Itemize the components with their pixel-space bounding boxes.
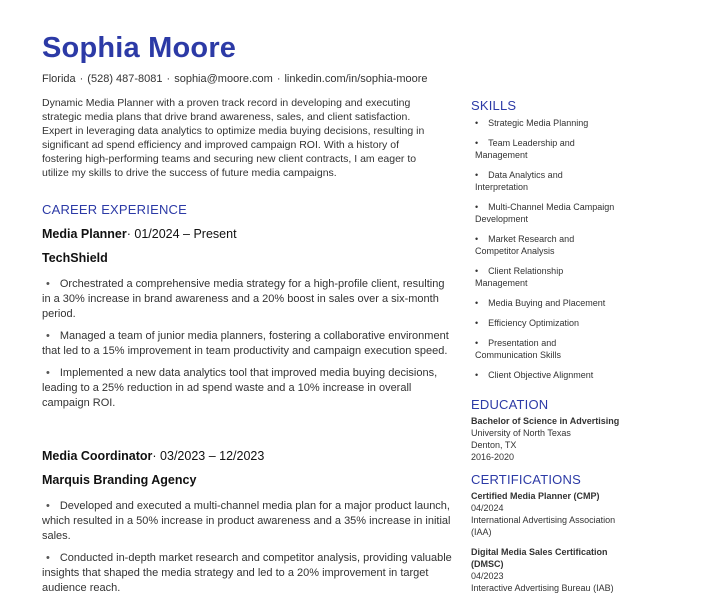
contact-separator: · [79,73,84,85]
skill-item: • Media Buying and Placement [471,297,615,309]
career-experience-heading: CAREER EXPERIENCE [42,202,187,217]
certification-issuer: International Advertising Association (IAA) [471,515,616,537]
skills-list [471,117,671,381]
job-bullets [42,277,452,411]
job-bullet: • Implemented a new data analytics tool that improved media buying decisions, leading to a 25% reduction in ad spend waste and a 10% increase in overall campaign ROI. [42,366,452,411]
job-bullet: • Conducted in-depth market research and competitor analysis, providing valuable insights that shaped the media strategy and led to a 20% improvement in target audience reach. [42,551,452,596]
education-section [471,397,671,463]
certification-name: Digital Media Sales Certification (DMSC) [471,547,608,569]
education-heading: EDUCATION [471,397,549,412]
certification-date: 04/2023 [471,571,504,581]
education-school: University of North Texas [471,428,571,438]
contact-separator: · [276,73,281,85]
skill-item: • Efficiency Optimization [471,317,615,329]
skills-heading: SKILLS [471,98,517,113]
job-bullet: • Orchestrated a comprehensive media strategy for a high-profile client, resulting in a 30% increase in brand awareness and a 20% boost in sales over a six-month period. [42,277,452,322]
skill-item: • Team Leadership and Management [471,137,615,161]
education-location: Denton, TX [471,440,517,450]
job-entry [42,227,452,418]
skill-item: • Market Research and Competitor Analysis [471,233,615,257]
certifications-heading: CERTIFICATIONS [471,472,581,487]
education-degree: Bachelor of Science in Advertising [471,416,620,426]
education-entry [471,415,671,463]
contact-email[interactable]: sophia@moore.com [174,73,273,85]
certification-entry [471,546,631,594]
job-company: TechShield [42,251,108,265]
skills-section [471,98,671,389]
contact-linkedin[interactable]: linkedin.com/in/sophia-moore [284,73,428,85]
contact-location: Florida [42,73,76,85]
certifications-section [471,472,671,594]
skill-item: • Data Analytics and Interpretation [471,169,615,193]
job-dates: · 01/2024 – Present [126,227,237,241]
skill-item: • Strategic Media Planning [471,117,615,129]
certification-issuer: Interactive Advertising Bureau (IAB) [471,583,614,593]
job-role: Media Planner [42,227,127,241]
skill-item: • Client Objective Alignment [471,369,615,381]
certification-entry [471,490,631,538]
contact-line [42,73,428,85]
profile-summary: Dynamic Media Planner with a proven track record in developing and executing strategic media plans that drive brand awareness, sales, and client satisfaction. Expert in leveraging data analytics to optimize media buying decisions, resulting in significant ad spend efficiency and improved campaign ROI. With a history of fostering high-performing teams and securing new client contracts, I am eager to utilize my skills to drive the success of future media campaigns. [42,97,425,179]
job-company: Marquis Branding Agency [42,473,197,487]
job-dates: · 03/2023 – 12/2023 [152,449,265,463]
skill-item: • Presentation and Communication Skills [471,337,615,361]
education-dates: 2016-2020 [471,452,515,462]
contact-separator: · [166,73,171,85]
job-role: Media Coordinator [42,449,153,463]
skill-item: • Client Relationship Management [471,265,615,289]
job-title-line [42,227,452,241]
certification-date: 04/2024 [471,503,504,513]
job-entry [42,449,452,603]
job-bullets [42,499,452,596]
job-bullet: • Developed and executed a multi-channel media plan for a major product launch, which resulted in a 50% increase in product awareness and a 35% increase in initial sales. [42,499,452,544]
certification-name: Certified Media Planner (CMP) [471,491,600,501]
candidate-name: Sophia Moore [42,32,237,64]
job-title-line [42,449,452,463]
skill-item: • Multi-Channel Media Campaign Development [471,201,615,225]
contact-phone: (528) 487-8081 [87,73,163,85]
job-bullet: • Managed a team of junior media planners, fostering a collaborative environment that led to a 15% improvement in team productivity and campaign execution speed. [42,329,452,359]
